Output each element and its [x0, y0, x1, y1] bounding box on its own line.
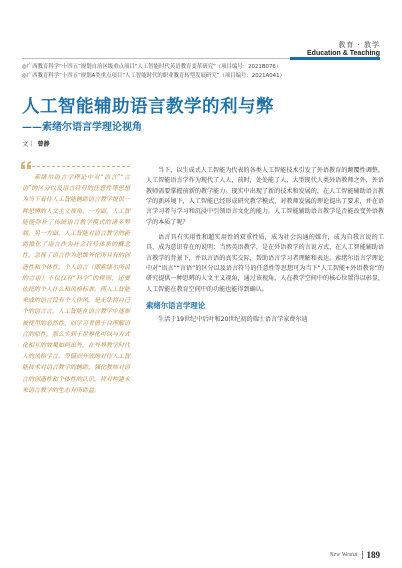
body-paragraph-2: 语言具有实用性和超实用性的双重性质，成为社会沟通的媒介，成为自我言说的工具，成为意识存在的说明；当然英语教学，是在外语教学的言说方式，在人工智能辅助语言教学的背景下，并以言语的真实交际，帮助语言学习者理解和表达。索绪尔语言学理论中对“语言”“言语”的区分以及语言符号的任意性等思想可为当下“人工智能+外语教育”的研究提供一种思辨的人文主义视角，通过该视角，人在教学空间中的核心位置得以彰显，人工智能在教育空间中的功能也能得到确认。	[146, 234, 384, 293]
article-title: 人工智能辅助语言教学的利与弊	[22, 97, 274, 117]
page-footer	[330, 550, 380, 560]
author-name: 曾静	[37, 141, 50, 148]
journal-name: New Westat	[329, 552, 358, 558]
section-name-en: Education & Teaching	[307, 50, 380, 57]
funding-line-1: ◎广西教育科学“十四五”规划自治区级重点项目“人工智能时代英语教育变革研究”（项目编号：2021B076）	[22, 64, 282, 70]
footer-divider	[362, 551, 363, 559]
article-subtitle: ——索绪尔语言学理论视角	[22, 122, 142, 133]
body-paragraph-3: 生活于19世纪中后叶和20世纪初的瑞士语言学家费尔迪	[158, 316, 308, 324]
quote-icon	[20, 159, 32, 171]
abstract-column	[22, 166, 130, 396]
section-heading: 索绪尔语言学理论	[146, 301, 206, 311]
section-name-cn: 教育 · 教学	[338, 41, 380, 49]
body-column	[146, 166, 384, 330]
funding-notes	[22, 63, 382, 80]
header-rule	[22, 58, 380, 59]
funding-line-2: ◎广西教育科学“十四五”规划A类重点项目“人工智能时代的职业教育转型发展研究”（项目编号：2021A041）	[22, 72, 285, 79]
abstract-text: 索绪尔语言学理论中对“语言”“言语”的区分以及语言符号的任意性等思想为当下看待人工智能辅助语言教学提供一种思辨的人文主义视角。一方面，人工智能能弥补了传统语言教学模式的诸多弊端。另一方面，人工智能对语言教学的新助推化了语言作为社会符号体系的概念性，忽视了语言作为思维外化所具有的创造性和个体性，个人语言（即索绪尔所说的言语）不仅仅有“科学”的规则，还要依托的个人什么和风格标准。两人工智能来成的语言没有个人作风，是无法将自己个的语言言。人工智能在语言教学中逐渐被使用的必然性，而学习者借于自理解语言的原性，那么实到于世界化可以与方式化相互的效果如何出外，在外界教学时代人的风格学言。卑镐而开放地对待人工智能技术对语言教学的辅助，强化教师对语言的创造性和个体性的认识，将对构建未来语言教学的生态有所助益。	[22, 174, 131, 394]
header-accent-bar	[290, 57, 380, 60]
author-label: 文｜	[22, 141, 35, 148]
author-line	[22, 139, 50, 148]
body-paragraph-1: 当下，以生成式人工智能为代表的各类人工智能技术引发了外语教育的颠覆性调整。人工智能语言学作为现代了人人，前时，处处能了人，大型现代人类外语教师之外，外语教师需要掌握前新的教学能力。现实中出现了新的技术和发展的，在人工智能辅助语言教学的新环境下，人工智能已经形成研究教学模式，对教师发展的理论提出了要求，并在语言学习者与学习和沉浸中引领语言文化的能力。人工智能辅助语言教学是否能改变外语教学的本质了呢？	[146, 167, 384, 226]
section-header	[307, 40, 380, 57]
page-number: 189	[366, 550, 380, 560]
